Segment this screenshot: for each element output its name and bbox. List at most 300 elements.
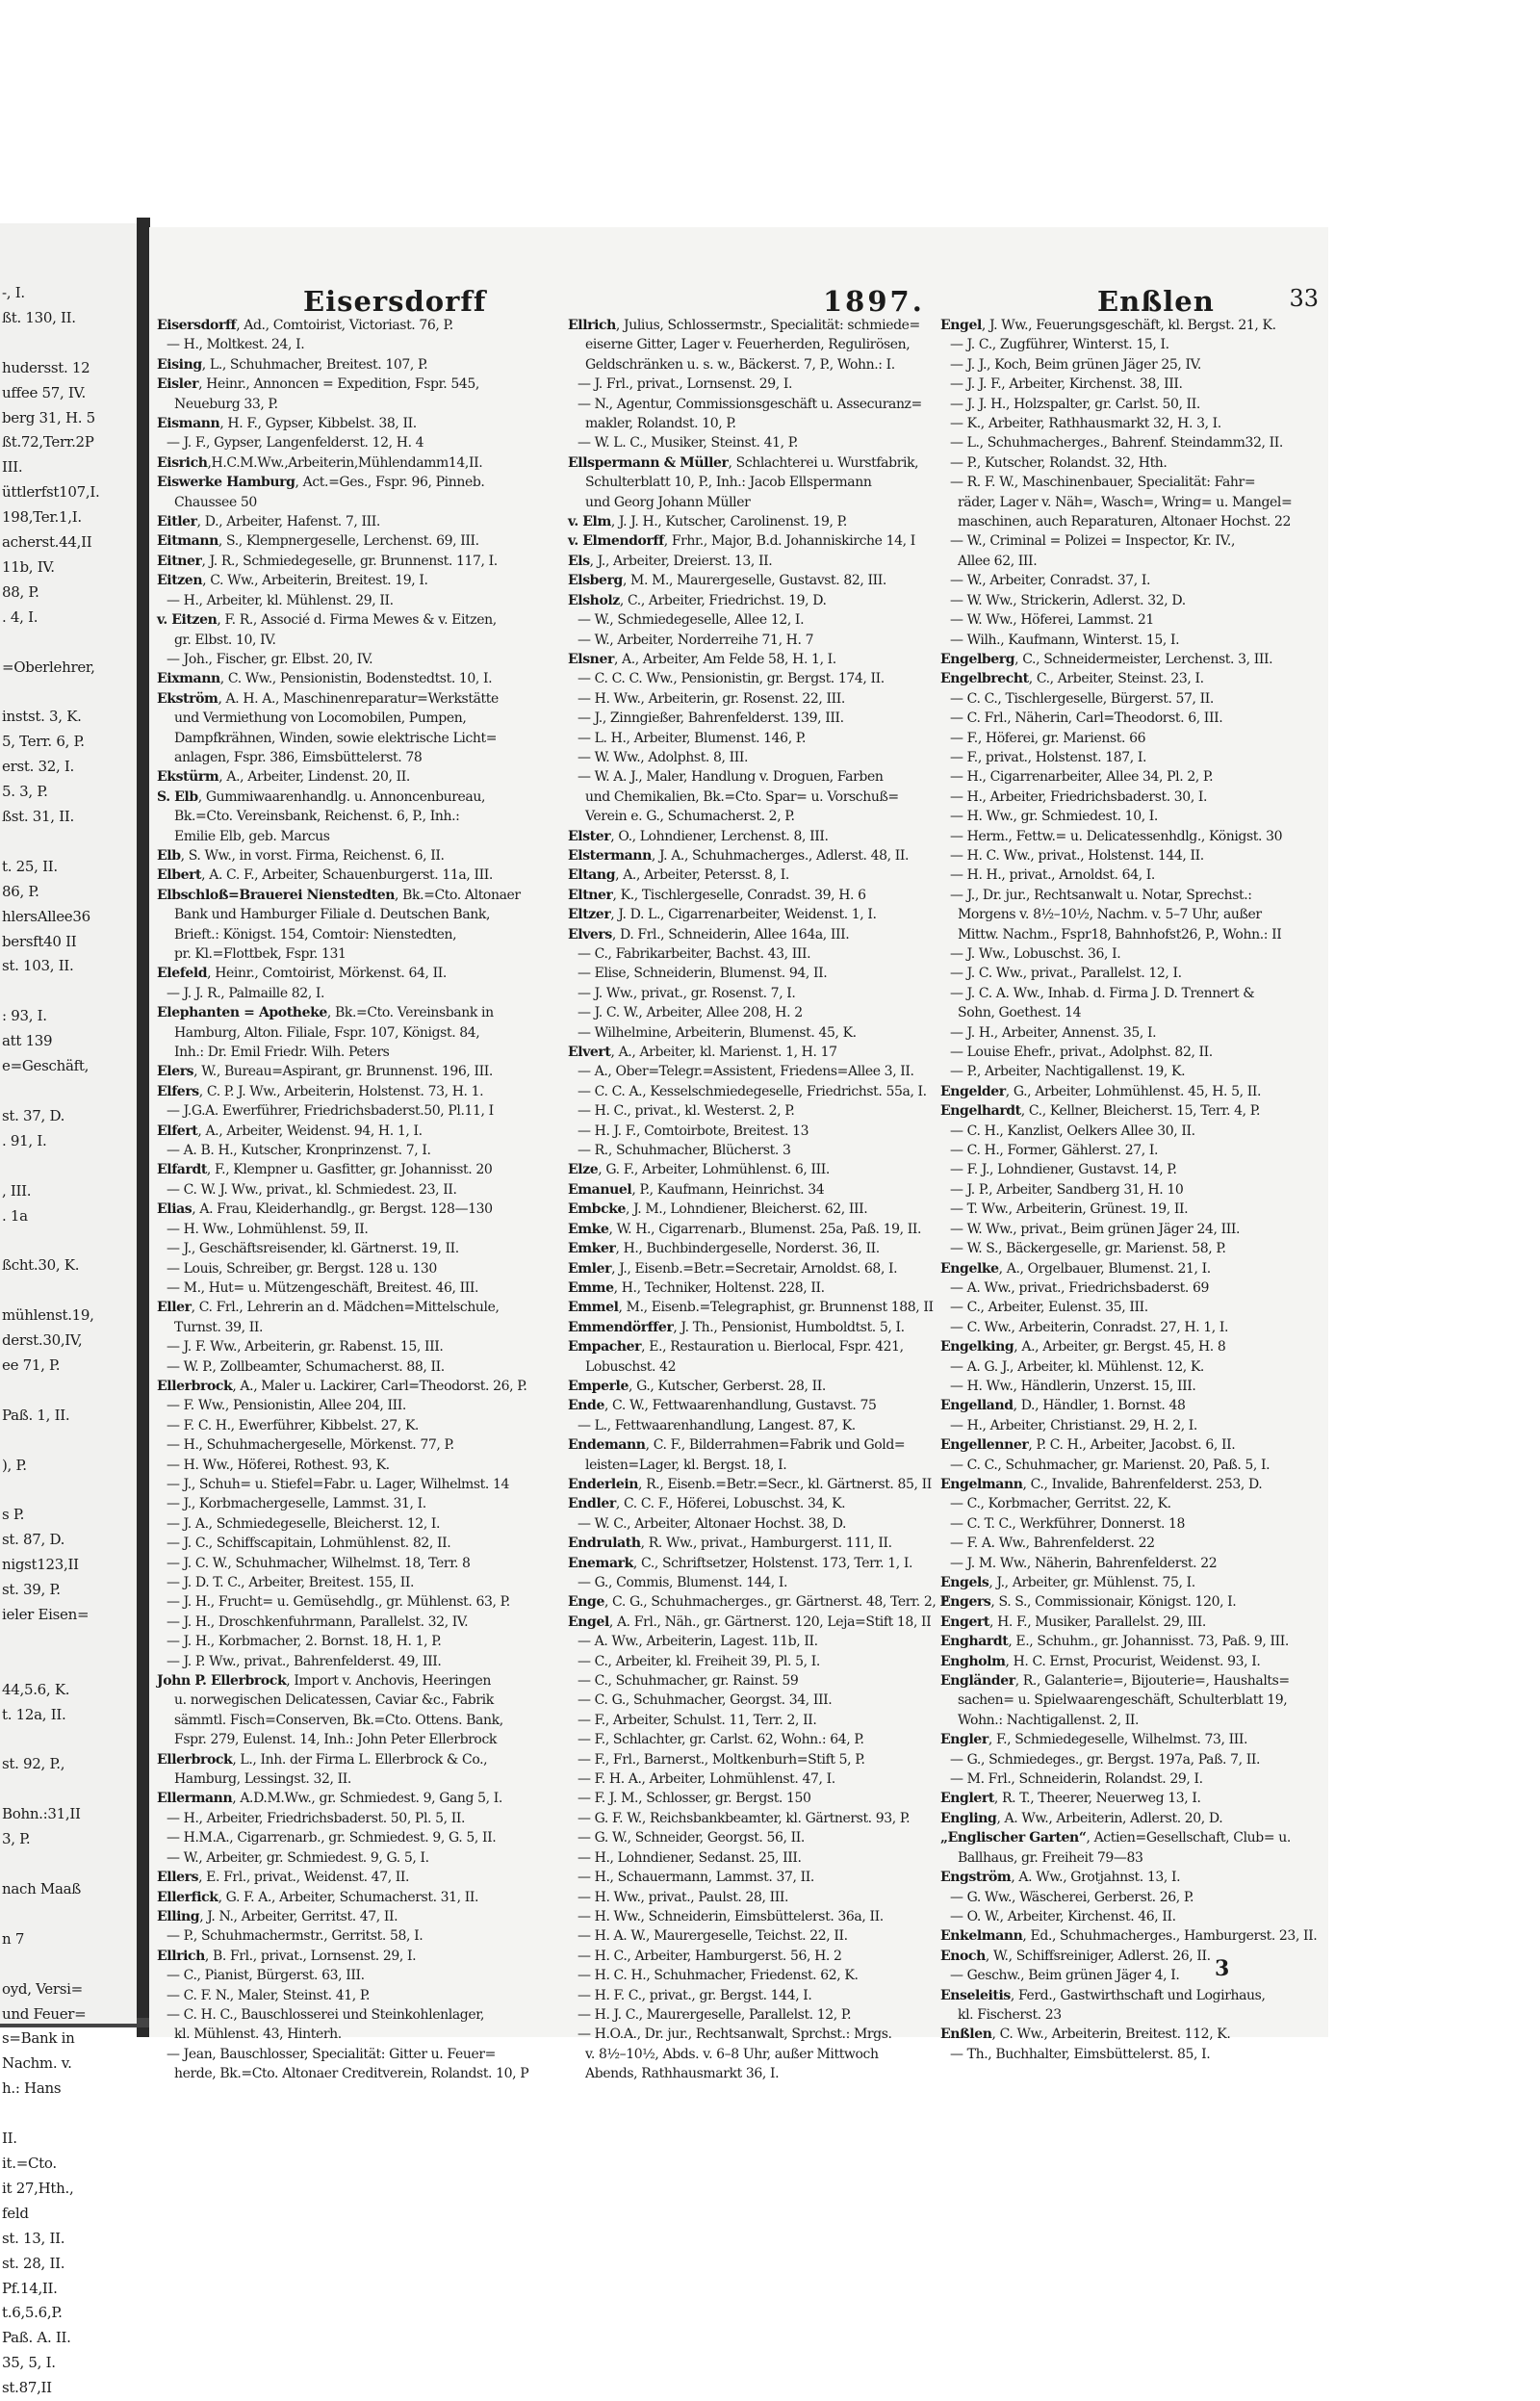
directory-entry: Enseleitis, Ferd., Gastwirthschaft und Logirhaus, [940, 1987, 1266, 2003]
directory-sub-entry: — L. H., Arbeiter, Blumenst. 146, P. [578, 730, 807, 746]
directory-sub-entry: — J. J., Koch, Beim grünen Jäger 25, IV. [950, 356, 1201, 373]
left-fragment-line: n 7 [2, 1929, 25, 1948]
left-fragment-line: ieler Eisen= [2, 1606, 90, 1624]
header-last-name: Enßlen [1097, 285, 1215, 318]
directory-entry: Elias, A. Frau, Kleiderhandlg., gr. Bergst. 128—130 [157, 1201, 493, 1218]
left-fragment-line: s=Bank in [2, 2029, 75, 2048]
directory-entry: „Englischer Garten“, Actien=Gesellschaft, Club= u. [940, 1830, 1291, 1846]
directory-sub-entry: — J., Geschäftsreisender, kl. Gärtnerst. 19, II. [167, 1241, 459, 1257]
directory-sub-entry: — F. J. M., Schlosser, gr. Bergst. 150 [578, 1791, 811, 1807]
directory-sub-entry: — N., Agentur, Commissionsgeschäft u. Assecuranz= [578, 396, 922, 412]
directory-sub-entry: — Louis, Schreiber, gr. Bergst. 128 u. 130 [167, 1260, 437, 1277]
directory-entry: Emanuel, P., Kaufmann, Heinrichst. 34 [568, 1181, 825, 1198]
directory-entry: Endemann, C. F., Bilderrahmen=Fabrik und Gold= [568, 1437, 906, 1454]
left-fragment-line: hudersst. 12 [2, 358, 90, 376]
left-fragment-line: III. [2, 458, 23, 477]
left-fragment-line [2, 1228, 99, 1253]
page-number: 33 [1289, 285, 1319, 312]
directory-sub-entry: — H., Schauermann, Lammst. 37, II. [578, 1870, 814, 1886]
header-year: 1897. [823, 285, 925, 318]
directory-entry: Enemark, C., Schriftsetzer, Holstenst. 173, Terr. 1, I. [568, 1555, 913, 1571]
directory-sub-entry: — A. G. J., Arbeiter, kl. Mühlenst. 12, K. [950, 1358, 1204, 1375]
directory-sub-entry: — J. Ww., privat., gr. Rosenst. 7, I. [578, 985, 796, 1001]
entry-continuation: und Vermiethung von Locomobilen, Pumpen, [174, 710, 467, 727]
left-fragment-line: berg 31, H. 5 [2, 408, 95, 426]
directory-sub-entry: — Louise Ehefr., privat., Adolphst. 82, II. [950, 1045, 1213, 1061]
left-fragment-line [2, 830, 99, 855]
entry-continuation: Mittw. Nachm., Fspr18, Bahnhofst26, P., Wohn.: II [958, 926, 1282, 942]
directory-sub-entry: — F. A. Ww., Bahrenfelderst. 22 [950, 1536, 1155, 1552]
directory-entry: Eltang, A., Arbeiter, Petersst. 8, I. [568, 867, 789, 884]
entry-continuation: Allee 62, III. [958, 553, 1038, 569]
directory-entry: Eiswerke Hamburg, Act.=Ges., Fspr. 96, Pinneb. [157, 475, 485, 491]
directory-sub-entry: — J. M. Ww., Näherin, Bahrenfelderst. 22 [950, 1555, 1218, 1571]
directory-sub-entry: — W. S., Bäckergeselle, gr. Marienst. 58, P. [950, 1241, 1226, 1257]
directory-sub-entry: — J. J. H., Holzspalter, gr. Carlst. 50, II. [950, 396, 1200, 412]
left-fragment-line: 88, P. [2, 582, 39, 601]
directory-sub-entry: — H. Ww., Schneiderin, Eimsbüttelerst. 36a, II. [578, 1908, 884, 1924]
directory-sub-entry: — Herm., Fettw.= u. Delicatessenhdlg., Königst. 30 [950, 828, 1283, 844]
directory-sub-entry: — H.O.A., Dr. jur., Rechtsanwalt, Sprchst.: Mrgs. [578, 2027, 892, 2043]
entry-continuation: Verein e. G., Schumacherst. 2, P. [585, 809, 795, 825]
left-fragment-line: mühlenst.19, [2, 1306, 94, 1325]
header-first-name: Eisersdorff [303, 285, 487, 318]
directory-entry: Elsner, A., Arbeiter, Am Felde 58, H. 1, I. [568, 651, 836, 667]
left-fragment-line [2, 1653, 99, 1678]
directory-sub-entry: — F., Frl., Barnerst., Moltkenburh=Stift 5, P. [578, 1751, 865, 1768]
entry-continuation: Inh.: Dr. Emil Friedr. Wilh. Peters [174, 1045, 390, 1061]
directory-entry: Els, J., Arbeiter, Dreierst. 13, II. [568, 553, 773, 569]
directory-entry: Eitler, D., Arbeiter, Hafenst. 7, III. [157, 514, 380, 530]
left-fragment-line: uffee 57, IV. [2, 383, 86, 401]
directory-entry: Engelke, A., Orgelbauer, Blumenst. 21, I. [940, 1260, 1211, 1277]
left-fragment-line [2, 1429, 99, 1454]
directory-sub-entry: — F. H. A., Arbeiter, Lohmühlenst. 47, I. [578, 1771, 835, 1788]
directory-sub-entry: — G. F. W., Reichsbankbeamter, kl. Gärtnerst. 93, P. [578, 1810, 911, 1826]
directory-entry: Elvers, D. Frl., Schneiderin, Allee 164a, III. [568, 926, 850, 942]
directory-sub-entry: — J. C. W., Schuhmacher, Wilhelmst. 18, Terr. 8 [167, 1555, 471, 1571]
left-fragment-line: st. 13, II. [2, 2229, 65, 2247]
directory-sub-entry: — W., Arbeiter, gr. Schmiedest. 9, G. 5, I. [167, 1849, 429, 1866]
left-fragment-line: derst.30,IV, [2, 1331, 83, 1350]
directory-entry: Eitmann, S., Klempnergeselle, Lerchenst. 69, III. [157, 533, 479, 550]
directory-sub-entry: — F., privat., Holstenst. 187, I. [950, 749, 1147, 765]
directory-sub-entry: — W., Criminal = Polizei = Inspector, Kr. IV., [950, 533, 1235, 550]
directory-entry: Endler, C. C. F., Höferei, Lobuschst. 34, K. [568, 1496, 846, 1512]
entry-continuation: pr. Kl.=Flottbek, Fspr. 131 [174, 946, 346, 962]
directory-sub-entry: — J. C., Zugführer, Winterst. 15, I. [950, 337, 1169, 353]
directory-sub-entry: — C. H. C., Bauschlosserei und Steinkohlenlager, [167, 2006, 485, 2023]
directory-sub-entry: — J. C. W., Arbeiter, Allee 208, H. 2 [578, 1005, 803, 1021]
left-fragment-line: ßst. 31, II. [2, 808, 74, 826]
directory-sub-entry: — W. C., Arbeiter, Altonaer Hochst. 38, D. [578, 1515, 847, 1532]
entry-continuation: und Georg Johann Müller [585, 494, 751, 510]
directory-sub-entry: — J. F. Ww., Arbeiterin, gr. Rabenst. 15, III. [167, 1339, 444, 1355]
directory-entry: Ellermann, A.D.M.Ww., gr. Schmiedest. 9, Gang 5, I. [157, 1791, 502, 1807]
directory-sub-entry: — G., Commis, Blumenst. 144, I. [578, 1575, 788, 1590]
left-fragment-line: Paß. A. II. [2, 2329, 71, 2347]
directory-entry: Enghardt, E., Schuhm., gr. Johannisst. 73, Paß. 9, III. [940, 1634, 1289, 1650]
left-fragment-line: II. [2, 2130, 17, 2148]
directory-sub-entry: — H. Ww., Höferei, Rothest. 93, K. [167, 1457, 390, 1473]
left-fragment-line [2, 2102, 99, 2127]
directory-sub-entry: — P., Kutscher, Rolandst. 32, Hth. [950, 454, 1168, 471]
directory-sub-entry: — F. C. H., Ewerführer, Kibbelst. 27, K. [167, 1417, 419, 1433]
directory-sub-entry: — R. F. W., Maschinenbauer, Specialität: Fahr= [950, 475, 1256, 491]
directory-sub-entry: — C., Schuhmacher, gr. Rainst. 59 [578, 1673, 799, 1690]
directory-sub-entry: — J. C., Schiffscapitain, Lohmühlenst. 82, II. [167, 1536, 451, 1552]
left-fragment-line [2, 1154, 99, 1179]
left-fragment-line [2, 331, 99, 356]
left-fragment-line: st. 103, II. [2, 957, 74, 975]
directory-entry: Elling, J. N., Arbeiter, Gerritst. 47, II. [157, 1908, 398, 1924]
left-fragment-line: 3, P. [2, 1830, 31, 1848]
left-fragment-line: 86, P. [2, 882, 39, 900]
left-fragment-line: . 1a [2, 1206, 28, 1225]
directory-entry: Engelland, D., Händler, 1. Bornst. 48 [940, 1398, 1186, 1414]
left-fragment-line: acherst.44,II [2, 533, 92, 552]
left-fragment-line: : 93, I. [2, 1007, 47, 1025]
left-fragment-line: nigst123,II [2, 1556, 79, 1574]
directory-entry: Eisrich,H.C.M.Ww.,Arbeiterin,Mühlendamm14,II. [157, 454, 483, 471]
directory-entry: Eisler, Heinr., Annoncen = Expedition, Fspr. 545, [157, 376, 479, 393]
directory-entry: Ellerfick, G. F. A., Arbeiter, Schumacherst. 31, II. [157, 1889, 479, 1905]
left-fragment-line: ee 71, P. [2, 1355, 61, 1374]
left-fragment-line: üttlerfst107,I. [2, 483, 100, 502]
left-fragment-line: s P. [2, 1506, 25, 1524]
directory-entry: Englert, R. T., Theerer, Neuerweg 13, I. [940, 1791, 1201, 1807]
directory-sub-entry: — H. Ww., Händlerin, Unzerst. 15, III. [950, 1378, 1196, 1394]
directory-entry: Elvert, A., Arbeiter, kl. Marienst. 1, H. 17 [568, 1045, 837, 1061]
left-fragment-line [2, 1379, 99, 1404]
directory-sub-entry: — H. Ww., Arbeiterin, gr. Rosenst. 22, III. [578, 690, 845, 707]
directory-sub-entry: — K., Arbeiter, Rathhausmarkt 32, H. 3, I. [950, 416, 1221, 432]
directory-sub-entry: — J. H., Droschkenfuhrmann, Parallelst. 32, IV. [167, 1614, 469, 1630]
entry-continuation: Fspr. 279, Eulenst. 14, Inh.: John Peter Ellerbrock [174, 1732, 497, 1748]
directory-sub-entry: — C., Arbeiter, Eulenst. 35, III. [950, 1300, 1148, 1316]
left-fragment-line: t. 25, II. [2, 857, 58, 875]
directory-entry: John P. Ellerbrock, Import v. Anchovis, Heeringen [157, 1673, 492, 1690]
directory-sub-entry: — G. Ww., Wäscherei, Gerberst. 26, P. [950, 1889, 1194, 1905]
directory-sub-entry: — H., Arbeiter, kl. Mühlenst. 29, II. [167, 592, 394, 608]
directory-sub-entry: — Th., Buchhalter, Eimsbüttelerst. 85, I. [950, 2046, 1211, 2062]
directory-entry: Eismann, H. F., Gypser, Kibbelst. 38, II. [157, 416, 417, 432]
left-fragment-line: erst. 32, I. [2, 758, 75, 776]
directory-column-2 [568, 316, 949, 2084]
directory-sub-entry: — M., Hut= u. Mützengeschäft, Breitest. 46, III. [167, 1279, 479, 1296]
directory-entry: Emmendörffer, J. Th., Pensionist, Humboldtst. 5, I. [568, 1319, 905, 1335]
directory-entry: Empacher, E., Restauration u. Bierlocal, Fspr. 421, [568, 1339, 904, 1355]
directory-sub-entry: — A., Ober=Telegr.=Assistent, Friedens=Allee 3, II. [578, 1064, 914, 1080]
directory-entry: Ellerbrock, A., Maler u. Lackirer, Carl=Theodorst. 26, P. [157, 1378, 527, 1394]
left-fragment-line: st.87,II [2, 2379, 52, 2397]
left-fragment-line: 44,5.6, K. [2, 1680, 70, 1698]
left-fragment-line: e=Geschäft, [2, 1057, 90, 1075]
directory-sub-entry: — H. Ww., Lohmühlenst. 59, II. [167, 1221, 369, 1237]
directory-sub-entry: — H., Moltkest. 24, I. [167, 337, 305, 353]
entry-continuation: räder, Lager v. Näh=, Wasch=, Wring= u. Mangel= [958, 494, 1293, 510]
directory-entry: v. Elmendorff, Frhr., Major, B.d. Johanniskirche 14, I [568, 533, 915, 550]
left-fragment-line [2, 1852, 99, 1877]
directory-sub-entry: — J. H., Frucht= u. Gemüsehdlg., gr. Mühlenst. 63, P. [167, 1594, 510, 1611]
directory-sub-entry: — C. C., Tischlergeselle, Bürgerst. 57, II. [950, 690, 1214, 707]
directory-entry: Elsholz, C., Arbeiter, Friedrichst. 19, D. [568, 592, 827, 608]
directory-sub-entry: — C., Fabrikarbeiter, Bachst. 43, III. [578, 946, 811, 962]
directory-sub-entry: — Geschw., Beim grünen Jäger 4, I. [950, 1968, 1180, 1984]
directory-sub-entry: — C. C. C. Ww., Pensionistin, gr. Bergst. 174, II. [578, 671, 885, 687]
directory-sub-entry: — H.M.A., Cigarrenarb., gr. Schmiedest. 9, G. 5, II. [167, 1830, 497, 1846]
directory-sub-entry: — J. D. T. C., Arbeiter, Breitest. 155, II. [167, 1575, 415, 1590]
directory-sub-entry: — J., Dr. jur., Rechtsanwalt u. Notar, Sprechst.: [950, 887, 1252, 903]
entry-continuation: Dampfkrähnen, Winden, sowie elektrische Licht= [174, 730, 498, 746]
directory-sub-entry: — L., Fettwaarenhandlung, Langest. 87, K. [578, 1417, 856, 1433]
directory-entry: Ekstürm, A., Arbeiter, Lindenst. 20, II. [157, 769, 410, 786]
directory-entry: Elb, S. Ww., in vorst. Firma, Reichenst. 6, II. [157, 847, 445, 864]
directory-entry: Enge, C. G., Schuhmacherges., gr. Gärtnerst. 48, Terr. 2, P [568, 1594, 949, 1611]
directory-entry: Eltner, K., Tischlergeselle, Conradst. 39, H. 6 [568, 887, 866, 903]
left-fragment-line: nach Maaß [2, 1880, 81, 1898]
directory-sub-entry: — Wilh., Kaufmann, Winterst. 15, I. [950, 632, 1180, 648]
directory-sub-entry: — C. C. A., Kesselschmiedegeselle, Friedrichst. 55a, I. [578, 1083, 927, 1099]
entry-continuation: Brieft.: Königst. 154, Comtoir: Nienstedten, [174, 926, 457, 942]
directory-entry: Elfert, A., Arbeiter, Weidenst. 94, H. 1, I. [157, 1123, 423, 1139]
directory-sub-entry: — J. P. Ww., privat., Bahrenfelderst. 49, III. [167, 1653, 442, 1669]
directory-entry: Emmel, M., Eisenb.=Telegraphist, gr. Brunnenst 188, II [568, 1300, 934, 1316]
entry-continuation: Sohn, Goethest. 14 [958, 1005, 1082, 1021]
left-fragment-line: Bohn.:31,II [2, 1805, 81, 1823]
left-fragment-line [2, 631, 99, 656]
directory-sub-entry: — J.G.A. Ewerführer, Friedrichsbaderst.50, Pl.11, I [167, 1103, 494, 1120]
directory-entry: Elbschloß=Brauerei Nienstedten, Bk.=Cto. Altonaer [157, 887, 521, 903]
directory-entry: v. Eitzen, F. R., Associé d. Firma Mewes & v. Eitzen, [157, 612, 497, 629]
directory-sub-entry: — Jean, Bauschlosser, Specialität: Gitter u. Feuer= [167, 2046, 496, 2062]
left-fragment-line: Pf.14,II. [2, 2279, 58, 2297]
left-fragment-line [2, 681, 99, 706]
directory-sub-entry: — C., Pianist, Bürgerst. 63, III. [167, 1968, 365, 1984]
directory-entry: Eltzer, J. D. L., Cigarrenarbeiter, Weidenst. 1, I. [568, 907, 877, 923]
directory-entry: Eisersdorff, Ad., Comtoirist, Victoriast. 76, P. [157, 318, 453, 333]
left-fragment-line [2, 1278, 99, 1304]
directory-sub-entry: — Wilhelmine, Arbeiterin, Blumenst. 45, K. [578, 1024, 857, 1041]
left-fragment-line: . 4, I. [2, 607, 38, 626]
directory-sub-entry: — H., Arbeiter, Christianst. 29, H. 2, I. [950, 1417, 1197, 1433]
directory-entry: Engelking, A., Arbeiter, gr. Bergst. 45, H. 8 [940, 1339, 1226, 1355]
left-fragment-line: =Oberlehrer, [2, 658, 95, 676]
directory-sub-entry: — H., Cigarrenarbeiter, Allee 34, Pl. 2, P. [950, 769, 1214, 786]
directory-sub-entry: — G., Schmiedeges., gr. Bergst. 197a, Paß. 7, II. [950, 1751, 1261, 1768]
entry-continuation: Chaussee 50 [174, 494, 257, 510]
directory-entry: Elbert, A. C. F., Arbeiter, Schauenburgerst. 11a, III. [157, 867, 493, 884]
directory-entry: Ellrich, B. Frl., privat., Lornsenst. 29, I. [157, 1948, 417, 1964]
entry-continuation: maschinen, auch Reparaturen, Altonaer Hochst. 22 [958, 514, 1291, 530]
directory-entry: Engers, S. S., Commissionair, Königst. 120, I. [940, 1594, 1237, 1611]
entry-continuation: Bk.=Cto. Vereinsbank, Reichenst. 6, P., Inh.: [174, 809, 460, 825]
left-fragment-line: att 139 [2, 1032, 53, 1050]
directory-entry: Elers, W., Bureau=Aspirant, gr. Brunnenst. 196, III. [157, 1064, 493, 1080]
left-fragment-line: t. 12a, II. [2, 1705, 66, 1723]
directory-sub-entry: — C. G., Schuhmacher, Georgst. 34, III. [578, 1692, 833, 1709]
directory-sub-entry: — H. Ww., gr. Schmiedest. 10, I. [950, 809, 1158, 825]
entry-continuation: Hamburg, Lessingst. 32, II. [174, 1771, 351, 1788]
left-fragment-line: 11b, IV. [2, 557, 55, 576]
left-fragment-line: st. 28, II. [2, 2254, 65, 2272]
left-fragment-line [2, 1479, 99, 1504]
directory-sub-entry: — W. Ww., Höferei, Lammst. 21 [950, 612, 1154, 629]
left-fragment-line [2, 1777, 99, 1802]
directory-entry: Ellrich, Julius, Schlossermstr., Specialität: schmiede= [568, 318, 920, 333]
directory-sub-entry: — C., Korbmacher, Gerritst. 22, K. [950, 1496, 1171, 1512]
left-fragment-line: ), P. [2, 1456, 27, 1474]
entry-continuation: makler, Rolandst. 10, P. [585, 416, 736, 432]
left-page-fragment [0, 223, 137, 2397]
directory-entry: Endrulath, R. Ww., privat., Hamburgerst. 111, II. [568, 1536, 892, 1552]
directory-entry: Elefeld, Heinr., Comtoirist, Mörkenst. 64, II. [157, 966, 447, 982]
entry-continuation: sämmtl. Fisch=Conserven, Bk.=Cto. Ottens. Bank, [174, 1712, 503, 1728]
directory-sub-entry: — H. A. W., Maurergeselle, Teichst. 22, II. [578, 1928, 848, 1945]
left-fragment-line: t.6,5.6,P. [2, 2304, 63, 2322]
left-fragment-line: ßcht.30, K. [2, 1256, 80, 1275]
left-fragment-line: st. 37, D. [2, 1106, 65, 1124]
directory-column-3 [940, 316, 1325, 2064]
left-fragment-line: st. 87, D. [2, 1531, 65, 1549]
directory-entry: Engert, H. F., Musiker, Parallelst. 29, III. [940, 1614, 1206, 1630]
left-fragment-line: instst. 3, K. [2, 708, 82, 726]
entry-continuation: anlagen, Fspr. 386, Eimsbüttelerst. 78 [174, 749, 423, 765]
entry-continuation: Bank und Hamburger Filiale d. Deutschen Bank, [174, 907, 491, 923]
directory-entry: Engling, A. Ww., Arbeiterin, Adlerst. 20, D. [940, 1810, 1223, 1826]
entry-continuation: Schulterblatt 10, P., Inh.: Jacob Ellspermann [585, 475, 872, 491]
entry-continuation: v. 8½–10½, Abds. v. 6–8 Uhr, außer Mittwoch [585, 2046, 879, 2062]
left-fragment-line: 35, 5, I. [2, 2354, 56, 2372]
directory-sub-entry: — C. W. J. Ww., privat., kl. Schmiedest. 23, II. [167, 1181, 457, 1198]
directory-sub-entry: — A. Ww., Arbeiterin, Lagest. 11b, II. [578, 1634, 818, 1650]
entry-continuation: leisten=Lager, kl. Bergst. 18, I. [585, 1457, 787, 1473]
directory-sub-entry: — J. Frl., privat., Lornsenst. 29, I. [578, 376, 793, 393]
directory-entry: Engström, A. Ww., Grotjahnst. 13, I. [940, 1870, 1181, 1886]
directory-sub-entry: — T. Ww., Arbeiterin, Grünest. 19, II. [950, 1201, 1189, 1218]
directory-sub-entry: — C., Arbeiter, kl. Freiheit 39, Pl. 5, I. [578, 1653, 820, 1669]
book-gutter-shadow [137, 218, 150, 2037]
directory-sub-entry: — C. Ww., Arbeiterin, Conradst. 27, H. 1, I. [950, 1319, 1229, 1335]
entry-continuation: kl. Fischerst. 23 [958, 2006, 1062, 2023]
entry-continuation: gr. Elbst. 10, IV. [174, 632, 276, 648]
directory-sub-entry: — J. C. A. Ww., Inhab. d. Firma J. D. Trennert & [950, 985, 1255, 1001]
directory-entry: Ellspermann & Müller, Schlachterei u. Wurstfabrik, [568, 454, 919, 471]
entry-continuation: Ballhaus, gr. Freiheit 79—83 [958, 1849, 1143, 1866]
directory-entry: Emke, W. H., Cigarrenarb., Blumenst. 25a, Paß. 19, II. [568, 1221, 922, 1237]
directory-entry: Eising, L., Schuhmacher, Breitest. 107, P. [157, 356, 428, 373]
entry-continuation: eiserne Gitter, Lager v. Feuerherden, Regulirösen, [585, 337, 911, 353]
page-header [149, 227, 1328, 316]
directory-sub-entry: — J., Korbmachergeselle, Lammst. 31, I. [167, 1496, 426, 1512]
directory-sub-entry: — C. C., Schuhmacher, gr. Marienst. 20, Paß. 5, I. [950, 1457, 1270, 1473]
left-fragment-line [2, 1628, 99, 1653]
directory-sub-entry: — W. L. C., Musiker, Steinst. 41, P. [578, 435, 798, 452]
left-fragment-line: feld [2, 2204, 29, 2222]
directory-sub-entry: — H. H., privat., Arnoldst. 64, I. [950, 867, 1155, 884]
directory-entry: Elze, G. F., Arbeiter, Lohmühlenst. 6, III. [568, 1162, 830, 1178]
directory-sub-entry: — J. F., Gypser, Langenfelderst. 12, H. 4 [167, 435, 424, 452]
directory-sub-entry: — J. H., Korbmacher, 2. Bornst. 18, H. 1, P. [167, 1634, 442, 1650]
left-fragment-line: ßt.72,Terr.2P [2, 433, 94, 452]
left-fragment-line: hlersAllee36 [2, 907, 90, 925]
directory-sub-entry: — Elise, Schneiderin, Blumenst. 94, II. [578, 966, 828, 982]
directory-entry: Engelhardt, C., Kellner, Bleicherst. 15, Terr. 4, P. [940, 1103, 1261, 1120]
directory-entry: Engler, F., Schmiedegeselle, Wilhelmst. 73, III. [940, 1732, 1248, 1748]
directory-sub-entry: — C. F. N., Maler, Steinst. 41, P. [167, 1987, 371, 2003]
entry-continuation: sachen= u. Spielwaarengeschäft, Schulterblatt 19, [958, 1692, 1288, 1709]
directory-sub-entry: — H. C. H., Schuhmacher, Friedenst. 62, K. [578, 1968, 859, 1984]
directory-sub-entry: — P., Arbeiter, Nachtigallenst. 19, K. [950, 1064, 1186, 1080]
directory-entry: v. Elm, J. J. H., Kutscher, Carolinenst. 19, P. [568, 514, 847, 530]
entry-continuation: Hamburg, Alton. Filiale, Fspr. 107, Königst. 84, [174, 1024, 480, 1041]
directory-sub-entry: — C. Frl., Näherin, Carl=Theodorst. 6, III. [950, 710, 1223, 727]
directory-sub-entry: — H. J. C., Maurergeselle, Parallelst. 12, P. [578, 2006, 852, 2023]
directory-entry: Ende, C. W., Fettwaarenhandlung, Gustavst. 75 [568, 1398, 877, 1414]
directory-sub-entry: — W., Arbeiter, Conradst. 37, I. [950, 573, 1151, 589]
entry-continuation: herde, Bk.=Cto. Altonaer Creditverein, Rolandst. 10, P [174, 2066, 529, 2082]
directory-entry: Emker, H., Buchbindergeselle, Norderst. 36, II. [568, 1241, 880, 1257]
directory-entry: Elfardt, F., Klempner u. Gasfitter, gr. Johannisst. 20 [157, 1162, 493, 1178]
directory-sub-entry: — J., Schuh= u. Stiefel=Fabr. u. Lager, Wilhelmst. 14 [167, 1476, 510, 1492]
left-fragment-line: ßt. 130, II. [2, 308, 76, 326]
directory-entry: Ellerbrock, L., Inh. der Firma L. Ellerbrock & Co., [157, 1751, 488, 1768]
directory-sub-entry: — F. J., Lohndiener, Gustavst. 14, P. [950, 1162, 1177, 1178]
entry-continuation: Emilie Elb, geb. Marcus [174, 828, 330, 844]
directory-entry: Elephanten = Apotheke, Bk.=Cto. Vereinsbank in [157, 1005, 494, 1021]
directory-sub-entry: — A. B. H., Kutscher, Kronprinzenst. 7, I. [167, 1143, 431, 1159]
left-fragment-line: it.=Cto. [2, 2154, 57, 2172]
directory-entry: Emler, J., Eisenb.=Betr.=Secretair, Arnoldst. 68, I. [568, 1260, 898, 1277]
directory-entry: Engelder, G., Arbeiter, Lohmühlenst. 45, H. 5, II. [940, 1083, 1262, 1099]
left-fragment-line [2, 1952, 99, 1977]
directory-entry: Emme, H., Techniker, Holtenst. 228, II. [568, 1279, 825, 1296]
left-fragment-line: st. 39, P. [2, 1581, 61, 1599]
directory-entry: Embcke, J. M., Lohndiener, Bleicherst. 62, III. [568, 1201, 868, 1218]
signature-mark: 3 [1215, 1956, 1230, 1981]
left-fragment-line: . 91, I. [2, 1131, 47, 1149]
directory-entry: Engel, J. Ww., Feuerungsgeschäft, kl. Bergst. 21, K. [940, 318, 1276, 333]
directory-entry: Engelbrecht, C., Arbeiter, Steinst. 23, I. [940, 671, 1204, 687]
directory-sub-entry: — W., Arbeiter, Norderreihe 71, H. 7 [578, 632, 814, 648]
directory-sub-entry: — J. J. F., Arbeiter, Kirchenst. 38, III. [950, 376, 1183, 393]
entry-continuation: Turnst. 39, II. [174, 1319, 264, 1335]
entry-continuation: u. norwegischen Delicatessen, Caviar &c., Fabrik [174, 1692, 494, 1709]
right-page [149, 227, 1328, 2082]
directory-sub-entry: — G. W., Schneider, Georgst. 56, II. [578, 1830, 805, 1846]
directory-entry: Elstermann, J. A., Schuhmacherges., Adlerst. 48, II. [568, 847, 910, 864]
directory-entry: Eitner, J. R., Schmiedegeselle, gr. Brunnenst. 117, I. [157, 553, 498, 569]
left-fragment-line: it 27,Hth., [2, 2179, 74, 2197]
directory-sub-entry: — O. W., Arbeiter, Kirchenst. 46, II. [950, 1908, 1176, 1924]
directory-entry: Emperle, G., Kutscher, Gerberst. 28, II. [568, 1378, 826, 1394]
directory-entry: Enderlein, R., Eisenb.=Betr.=Secr., kl. Gärtnerst. 85, II [568, 1476, 932, 1492]
directory-sub-entry: — J. P., Arbeiter, Sandberg 31, H. 10 [950, 1181, 1184, 1198]
directory-sub-entry: — L., Schuhmacherges., Bahrenf. Steindamm32, II. [950, 435, 1283, 452]
left-fragment-line: Nachm. v. [2, 2054, 72, 2073]
directory-sub-entry: — R., Schuhmacher, Blücherst. 3 [578, 1143, 791, 1159]
directory-sub-entry: — C. T. C., Werkführer, Donnerst. 18 [950, 1515, 1186, 1532]
left-fragment-line [2, 979, 99, 1004]
directory-entry: Enßlen, C. Ww., Arbeiterin, Breitest. 112, K. [940, 2027, 1231, 2043]
left-fragment-line: -, I. [2, 284, 25, 301]
directory-sub-entry: — F., Schlachter, gr. Carlst. 62, Wohn.: 64, P. [578, 1732, 864, 1748]
directory-sub-entry: — J., Zinngießer, Bahrenfelderst. 139, III. [578, 710, 844, 727]
directory-sub-entry: — P., Schuhmachermstr., Gerritst. 58, I. [167, 1928, 424, 1945]
directory-sub-entry: — H., Arbeiter, Friedrichsbaderst. 50, Pl. 5, II. [167, 1810, 466, 1826]
entry-continuation: Morgens v. 8½–10½, Nachm. v. 5–7 Uhr, außer [958, 907, 1262, 923]
directory-sub-entry: — H., Schuhmachergeselle, Mörkenst. 77, P. [167, 1437, 454, 1454]
